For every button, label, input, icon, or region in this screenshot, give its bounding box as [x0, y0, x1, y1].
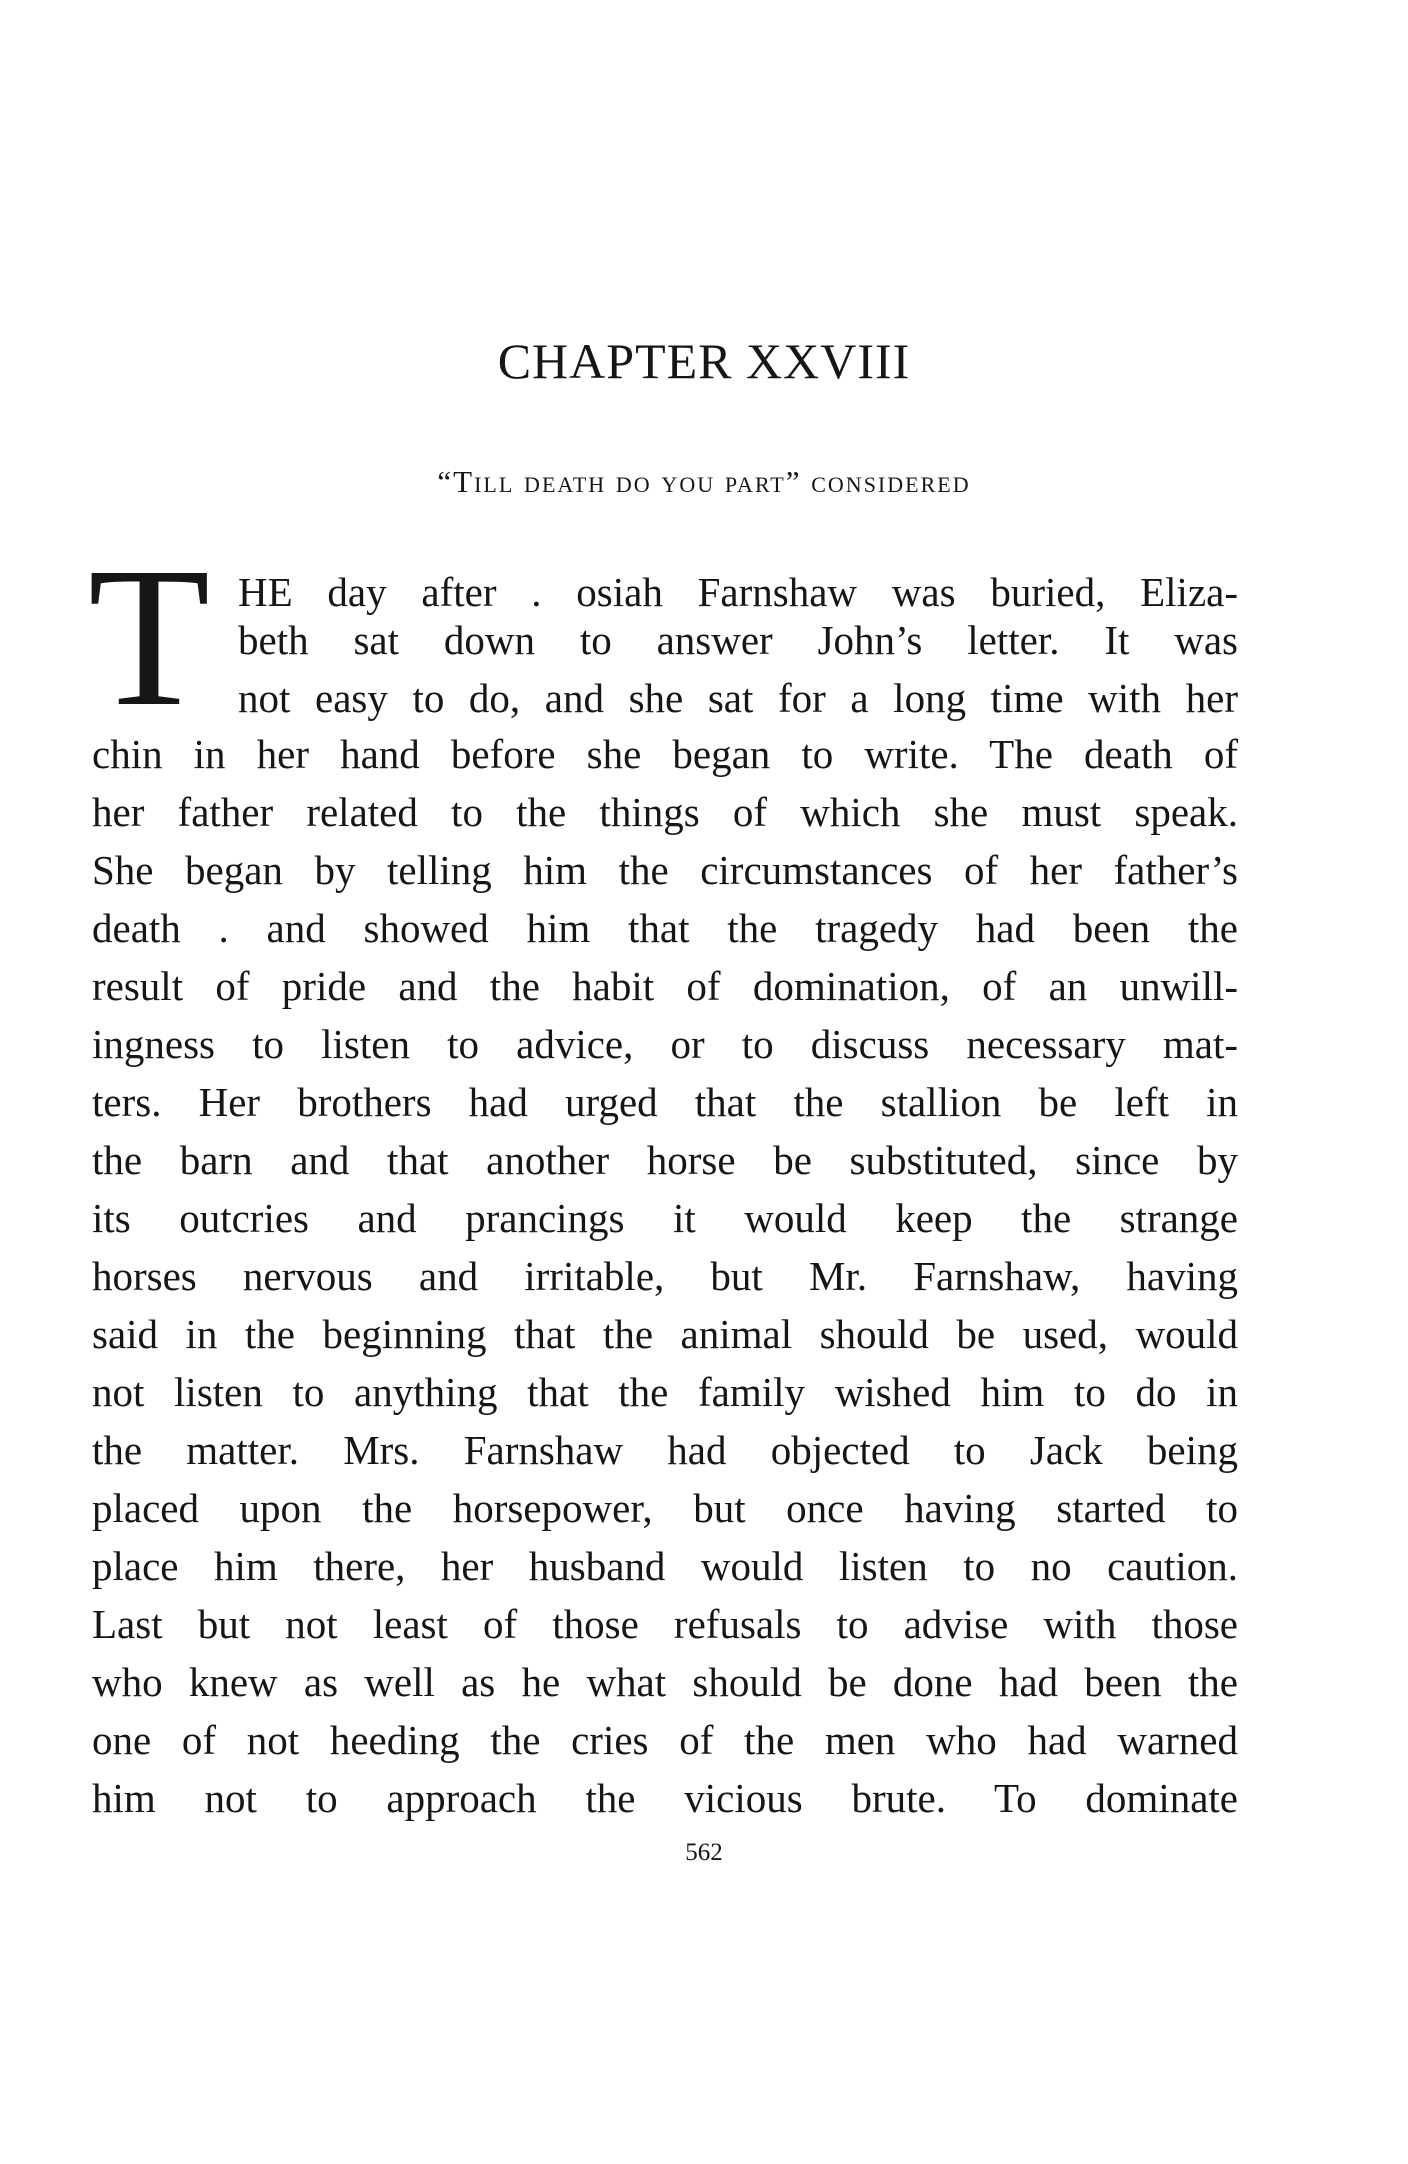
text-line: the barn and that another horse be substituted, since by	[92, 1137, 1238, 1183]
drop-cap-letter: T	[88, 527, 211, 748]
text-line: not easy to do, and she sat for a long time with her	[238, 675, 1238, 721]
text-line: one of not heeding the cries of the men who had warned	[92, 1717, 1238, 1763]
text-line: result of pride and the habit of domination, of an unwill-	[92, 963, 1238, 1009]
text-line: She began by telling him the circumstances of her father’s	[92, 847, 1238, 893]
text-line: death . and showed him that the tragedy had been the	[92, 905, 1238, 951]
text-line: her father related to the things of which she must speak.	[92, 789, 1238, 835]
chapter-subtitle: “Till death do you part” considered	[437, 464, 971, 499]
text-line: ters. Her brothers had urged that the stallion be left in	[92, 1079, 1238, 1125]
page-number: 562	[685, 1839, 723, 1866]
text-line: Last but not least of those refusals to advise with those	[92, 1601, 1238, 1647]
text-line: the matter. Mrs. Farnshaw had objected to Jack being	[92, 1427, 1238, 1473]
text-line: HE day after . osiah Farnshaw was buried, Eliza-	[238, 569, 1238, 615]
text-line: ingness to listen to advice, or to discuss necessary mat-	[92, 1021, 1238, 1067]
text-line: chin in her hand before she began to write. The death of	[92, 731, 1238, 777]
text-line: him not to approach the vicious brute. To dominate	[92, 1775, 1238, 1821]
text-line: who knew as well as he what should be done had been the	[92, 1659, 1238, 1705]
text-line: said in the beginning that the animal should be used, would	[92, 1311, 1238, 1357]
text-line: beth sat down to answer John’s letter. It was	[238, 617, 1238, 663]
text-line: placed upon the horsepower, but once having started to	[92, 1485, 1238, 1531]
text-line: its outcries and prancings it would keep the strange	[92, 1195, 1238, 1241]
chapter-title: CHAPTER XXVIII	[497, 333, 911, 389]
text-line: horses nervous and irritable, but Mr. Farnshaw, having	[92, 1253, 1238, 1299]
text-line: place him there, her husband would listen to no caution.	[92, 1543, 1238, 1589]
text-line: not listen to anything that the family wished him to do in	[92, 1369, 1238, 1415]
